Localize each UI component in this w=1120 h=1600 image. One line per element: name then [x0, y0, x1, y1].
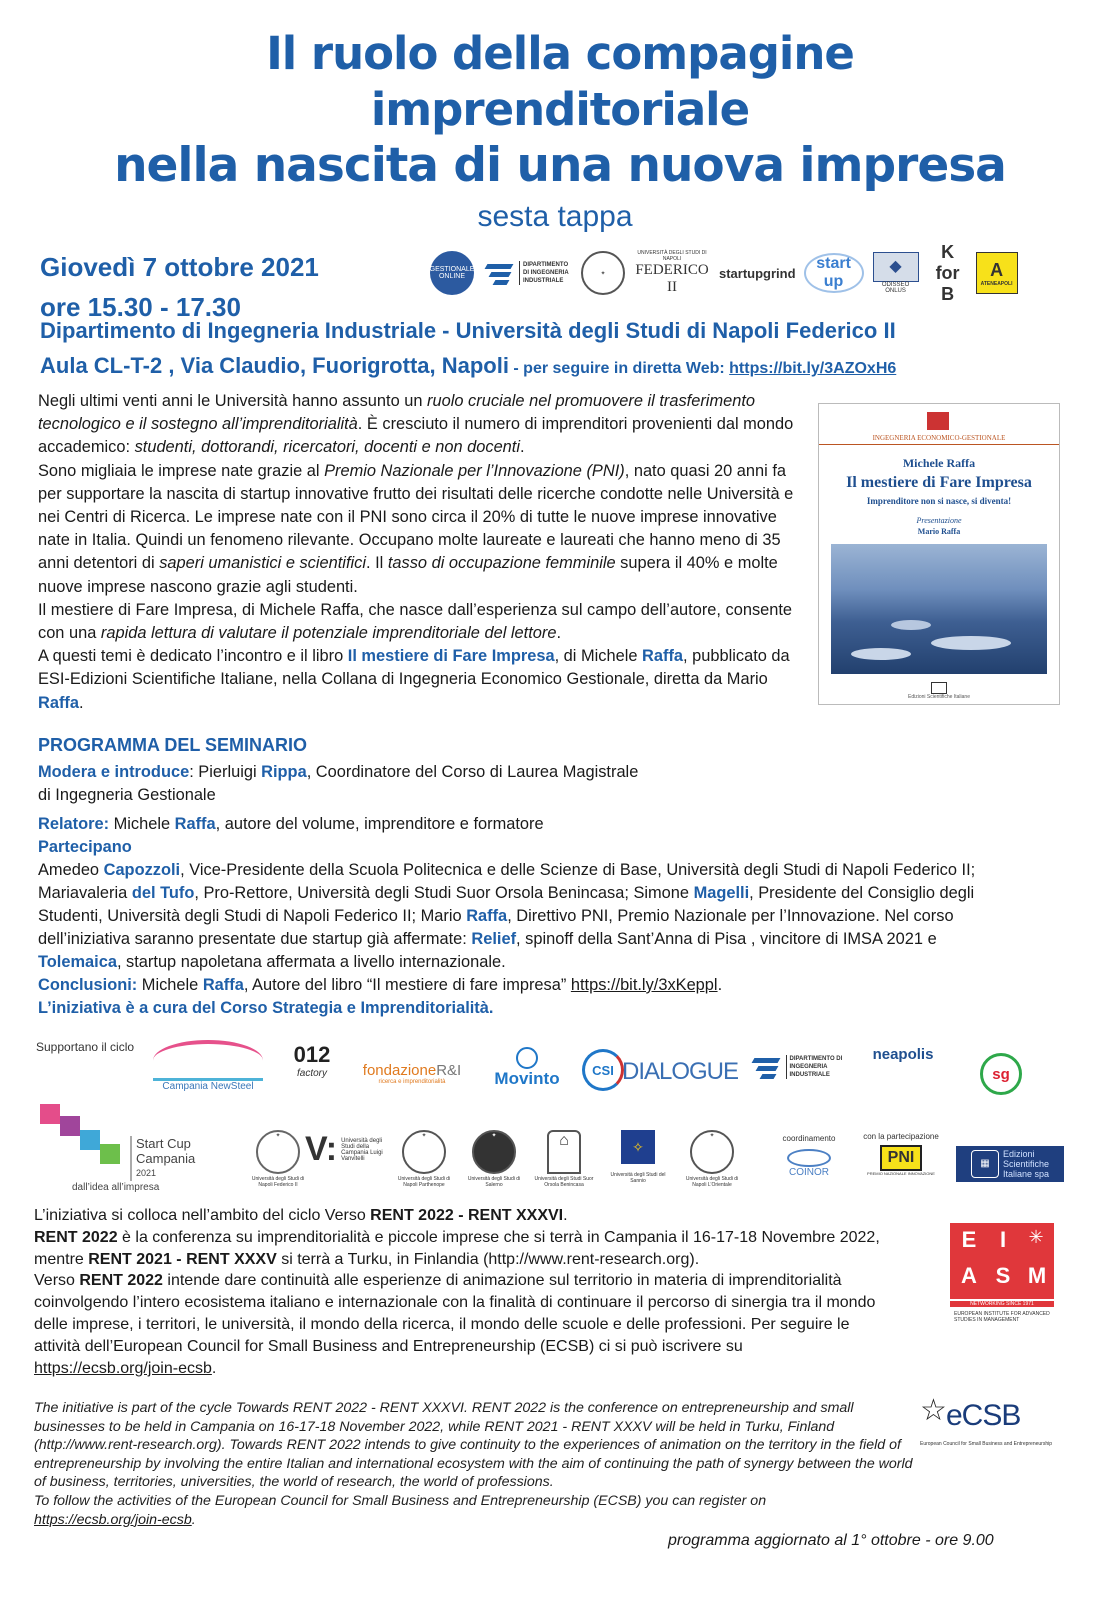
english-text — [34, 1399, 914, 1529]
movinto-icon — [516, 1047, 538, 1069]
venue-line-2 — [40, 353, 896, 379]
subtitle: sesta tappa — [477, 200, 633, 233]
conclusions-line: Conclusioni: Michele Raffa, Autore del libro “Il mestiere di fare impresa” https://bit.ly/3xKeppl. — [38, 976, 723, 994]
venue-line-1: Dipartimento di Ingegneria Industriale - Università degli Studi di Napoli Federico II — [40, 318, 896, 343]
federico-seal-icon: ✦ — [581, 251, 625, 295]
book-cover — [818, 403, 1060, 705]
fish-icon: ◆ — [873, 252, 919, 282]
eiasm-logo: E I ✳ A S M NETWORKING SINCE 1971 EUROPEAN INSTITUTE FOR ADVANCED STUDIES IN MANAGEMENT — [950, 1223, 1054, 1329]
sannio-icon: ✧ — [621, 1130, 655, 1164]
uni-suor-orsola-logo: ⌂ Università degli Studi Suor Orsola Benincasa — [534, 1132, 594, 1188]
rent-text — [34, 1205, 884, 1379]
page-title — [0, 26, 1120, 194]
rent-line-1: L’iniziativa si colloca nell’ambito del ciclo Verso RENT 2022 - RENT XXXVI. — [34, 1207, 568, 1224]
book-publisher: Edizioni Scientifiche Italiane — [908, 694, 970, 700]
speaker-line: Relatore: Michele Raffa, autore del volume, imprenditore e formatore — [38, 815, 544, 833]
seal-icon-3: ✦ — [472, 1130, 516, 1174]
campania-startup-logo: start up — [804, 253, 864, 293]
participants-text: Amedeo Capozzoli, Vice-Presidente della Scuola Politecnica e delle Scienze di Base, Università degli Studi di Napoli Federico II; Mariavaleria del Tufo, Pro-Rettore, Università degli Studi Suor Orsola Benincasa; Simone Magelli, Presidente del Consiglio degli Studenti, Università degli Studi di Napoli Federico II; Mario Raffa, Direttivo PNI, Premio Nazionale per l’Innovazione. Nel corso dell’iniziativa saranno presentate due startup già affermate: Relief, spinoff della Sant’Anna di Pisa , vincitore di IMSA 2021 e Tolemaica, startup napoletana affermata a livello internazionale. — [38, 861, 976, 971]
gestionale-online-logo: GESTIONALE ONLINE — [430, 251, 474, 295]
factory-012-logo: 012 factory — [293, 1041, 331, 1079]
federico-logo: UNIVERSITÀ DEGLI STUDI DI NAPOLI FEDERICO II — [635, 250, 709, 295]
intro-paragraph-4: A questi temi è dedicato l’incontro e il libro Il mestiere di Fare Impresa, di Michele Raffa, pubblicato da ESI-Edizioni Scientifiche Italiane, nella Collana di Ingegneria Economico Gestionale, diretta da Mario Raffa. — [38, 647, 790, 712]
movinto-logo: Movinto — [484, 1045, 570, 1091]
english-paragraph-1: The initiative is part of the cycle Towards RENT 2022 - RENT XXXVI. RENT 2022 is the conference on entrepreneurship and small businesses to be held in Campania on 16-17-18 November 2022, while RENT 2021 - RENT XXXV will be held in Turku, Finland (http://www.rent-research.org). Towards RENT 2022 intends to give continuity to the experiences of animation on the territory in the field of entrepreneurship by involving the entire Italian and international ecosystem with the aim of continuing the path of synergy between the world of business, territories, universities, the world of research, the world of professions. — [34, 1400, 913, 1491]
seal-icon: ✦ — [256, 1130, 300, 1174]
uni-parthenope-logo: ✦ Università degli Studi di Napoli Parthenope — [392, 1130, 456, 1188]
event-date: Giovedì 7 ottobre 2021 — [40, 252, 319, 282]
venue-address: Aula CL-T-2 , Via Claudio, Fuorigrotta, Napoli — [40, 353, 509, 378]
ecsb-join-link[interactable]: https://ecsb.org/join-ecsb — [34, 1359, 212, 1377]
neapolis-logo: neapolis — [872, 1045, 934, 1063]
publisher-emblem-icon — [931, 682, 947, 694]
intro-text — [38, 390, 808, 715]
event-time: ore 15.30 - 17.30 — [40, 292, 241, 322]
web-label: - per seguire in diretta Web: — [508, 360, 730, 377]
book-emblem-icon — [927, 412, 949, 430]
intro-paragraph-2: Sono migliaia le imprese nate grazie al Premio Nazionale per l’Innovazione (PNI), nato quasi 20 anni fa per supportare la nascita di startup innovative frutto dei risultati delle ricerche condotte nelle Università e nei Centri di Ricerca. Le imprese nate con il PNI sono circa il 20% di tutte le nuove imprese innovative nate in Italia. Quindi un fenomeno rilevante. Occupano molte laureate e laureati che hanno meno di 35 anni detentori di saperi umanistici e scientifici. Il tasso di occupazione femminile supera il 40% e molte nuove imprese nascono grazie agli studenti. — [38, 461, 794, 596]
pni-logo: con la partecipazione PNI PREMIO NAZIONALE INNOVAZIONE — [863, 1132, 939, 1176]
startupgrind-logo: startupgrind — [719, 265, 796, 281]
intro-paragraph-3: Il mestiere di Fare Impresa, di Michele Raffa, che nasce dall’esperienza sul campo dell’autore, consente con una rapida lettura di valutare il potenziale imprenditoriale del lettore. — [38, 600, 793, 643]
event-datetime — [40, 247, 319, 327]
uni-vanvitelli-logo: V: Università degli Studi della Campania Luigi Vanvitelli — [304, 1130, 383, 1168]
program-heading: PROGRAMMA DEL SEMINARIO — [38, 735, 308, 755]
moderator-line: Modera e introduce: Pierluigi Rippa, Coordinatore del Corso di Laurea Magistrale — [38, 763, 639, 781]
bridge-icon — [153, 1040, 263, 1081]
esi-emblem-icon: ▦ — [971, 1150, 999, 1178]
dept-mark-icon-2 — [749, 1054, 783, 1080]
coinor-logo: coordinamento COINOR — [782, 1134, 836, 1178]
book-tagline: Imprenditore non si nasce, si diventa! — [866, 496, 1012, 506]
star-icon: ☆ — [920, 1394, 947, 1427]
uni-sannio-logo: ✧ Università degli Studi del Sannio — [606, 1130, 670, 1184]
csi-logo: CSI — [582, 1049, 624, 1091]
book-link[interactable]: https://bit.ly/3xKeppl — [570, 976, 718, 994]
uni-federico-logo: ✦ Università degli Studi di Napoli Federico II — [246, 1130, 310, 1188]
book-presentation-label: Presentazione — [916, 516, 962, 525]
partner-logos-top — [429, 241, 1060, 304]
moderator-line-2: di Ingegneria Gestionale — [38, 786, 216, 804]
startcup-logo: Start Cup Campania 2021 dall’idea all’impresa — [36, 1102, 216, 1197]
book-title: Il mestiere di Fare Impresa — [846, 474, 1032, 491]
title-line-2: imprenditoriale — [370, 83, 750, 136]
ateneapoli-logo: A ATENEAPOLI — [976, 252, 1018, 294]
ecsb-join-link-en[interactable]: https://ecsb.org/join-ecsb — [34, 1511, 192, 1528]
book-author: Michele Raffa — [902, 456, 976, 470]
fondazione-ri-logo: fondazioneR&I ricerca e imprenditorialità — [362, 1061, 462, 1085]
english-link-line: https://ecsb.org/join-ecsb. — [34, 1511, 196, 1528]
dept-mark-icon — [482, 260, 516, 286]
book-presenter: Mario Raffa — [917, 527, 961, 536]
title-line-1: Il ruolo della compagine — [266, 27, 854, 80]
campania-newsteel-logo: Campania NewSteel — [148, 1037, 268, 1095]
seal-icon-2: ✦ — [402, 1130, 446, 1174]
esi-logo: ▦ Edizioni Scientifiche Italiane spa — [956, 1146, 1064, 1182]
program-section — [38, 734, 1038, 1020]
dept-logo-2: DIPARTIMENTO DI INGEGNERIA INDUSTRIALE — [740, 1045, 860, 1089]
network-icon: ✳ — [1028, 1227, 1044, 1247]
seal-icon-4: ✦ — [690, 1130, 734, 1174]
sg-logo: sg — [980, 1053, 1022, 1095]
coinor-icon — [787, 1149, 831, 1167]
odisseo-logo: ◆ ODISSEO ONLUS — [872, 252, 920, 294]
support-logos — [36, 1035, 1036, 1100]
live-stream-link[interactable]: https://bit.ly/3AZOxH6 — [729, 360, 897, 377]
participants-heading: Partecipano — [38, 838, 132, 856]
support-label: Supportano il ciclo — [36, 1040, 135, 1054]
book-cover-photo — [831, 544, 1047, 674]
book-series: INGEGNERIA ECONOMICO-GESTIONALE — [819, 434, 1059, 445]
rent-line-2: RENT 2022 è la conferenza su imprenditorialità e piccole imprese che si terrà in Campania il 16-17-18 Novembre 2022, mentre RENT 2021 - RENT XXXV si terrà a Turku, in Finlandia (http://www.rent-research.org). — [34, 1228, 880, 1268]
uni-salerno-logo: ✦ Università degli Studi di Salerno — [462, 1130, 526, 1188]
dialogue-logo: DIALOGUE — [621, 1058, 739, 1085]
intro-paragraph-1: Negli ultimi venti anni le Università hanno assunto un ruolo cruciale nel promuovere il trasferimento tecnologico e il sostegno all’imprenditorialità. È cresciuto il numero di imprenditori provenienti dal mondo accademico: studenti, dottorandi, ricercatori, docenti e non docenti. — [38, 392, 794, 457]
dept-logo: DIPARTIMENTO DI INGEGNERIA INDUSTRIALE — [482, 260, 573, 286]
ateneapoli-a-icon: A — [990, 259, 1004, 280]
tower-icon: ⌂ — [547, 1130, 581, 1174]
update-note: programma aggiornato al 1° ottobre - ore 9.00 — [668, 1532, 994, 1549]
english-paragraph-2: To follow the activities of the European Council for Small Business and Entrepreneurship (ECSB) you can register on — [34, 1492, 767, 1509]
uni-orientale-logo: ✦ Università degli Studi di Napoli L’Orientale — [680, 1130, 744, 1188]
university-logos — [36, 1102, 1066, 1197]
rent-line-3: Verso RENT 2022 intende dare continuità alle esperienze di animazione sul territorio in materia di imprenditorialità coinvolgendo l’intero ecosistema italiano e internazionale con la finalità di continuare il percorso di sinergia tra il mondo delle imprese, i territori, le università, il mondo della ricerca, il mondo delle scuole e delle professioni. Per seguire le attività dell’European Council for Small Business and Entrepreneurship (ECSB) ci si può iscrivere su https://ecsb.org/join-ecsb. — [34, 1272, 876, 1377]
k4b-logo: K for B — [935, 241, 960, 304]
curated-by: L’iniziativa è a cura del Corso Strategia e Imprenditorialità. — [38, 999, 494, 1017]
title-line-3: nella nascita di una nuova impresa — [114, 138, 1006, 193]
puzzle-icon — [40, 1104, 60, 1124]
ecsb-logo: ☆ eCSB European Council for Small Business and Entrepreneurship — [920, 1394, 1053, 1447]
